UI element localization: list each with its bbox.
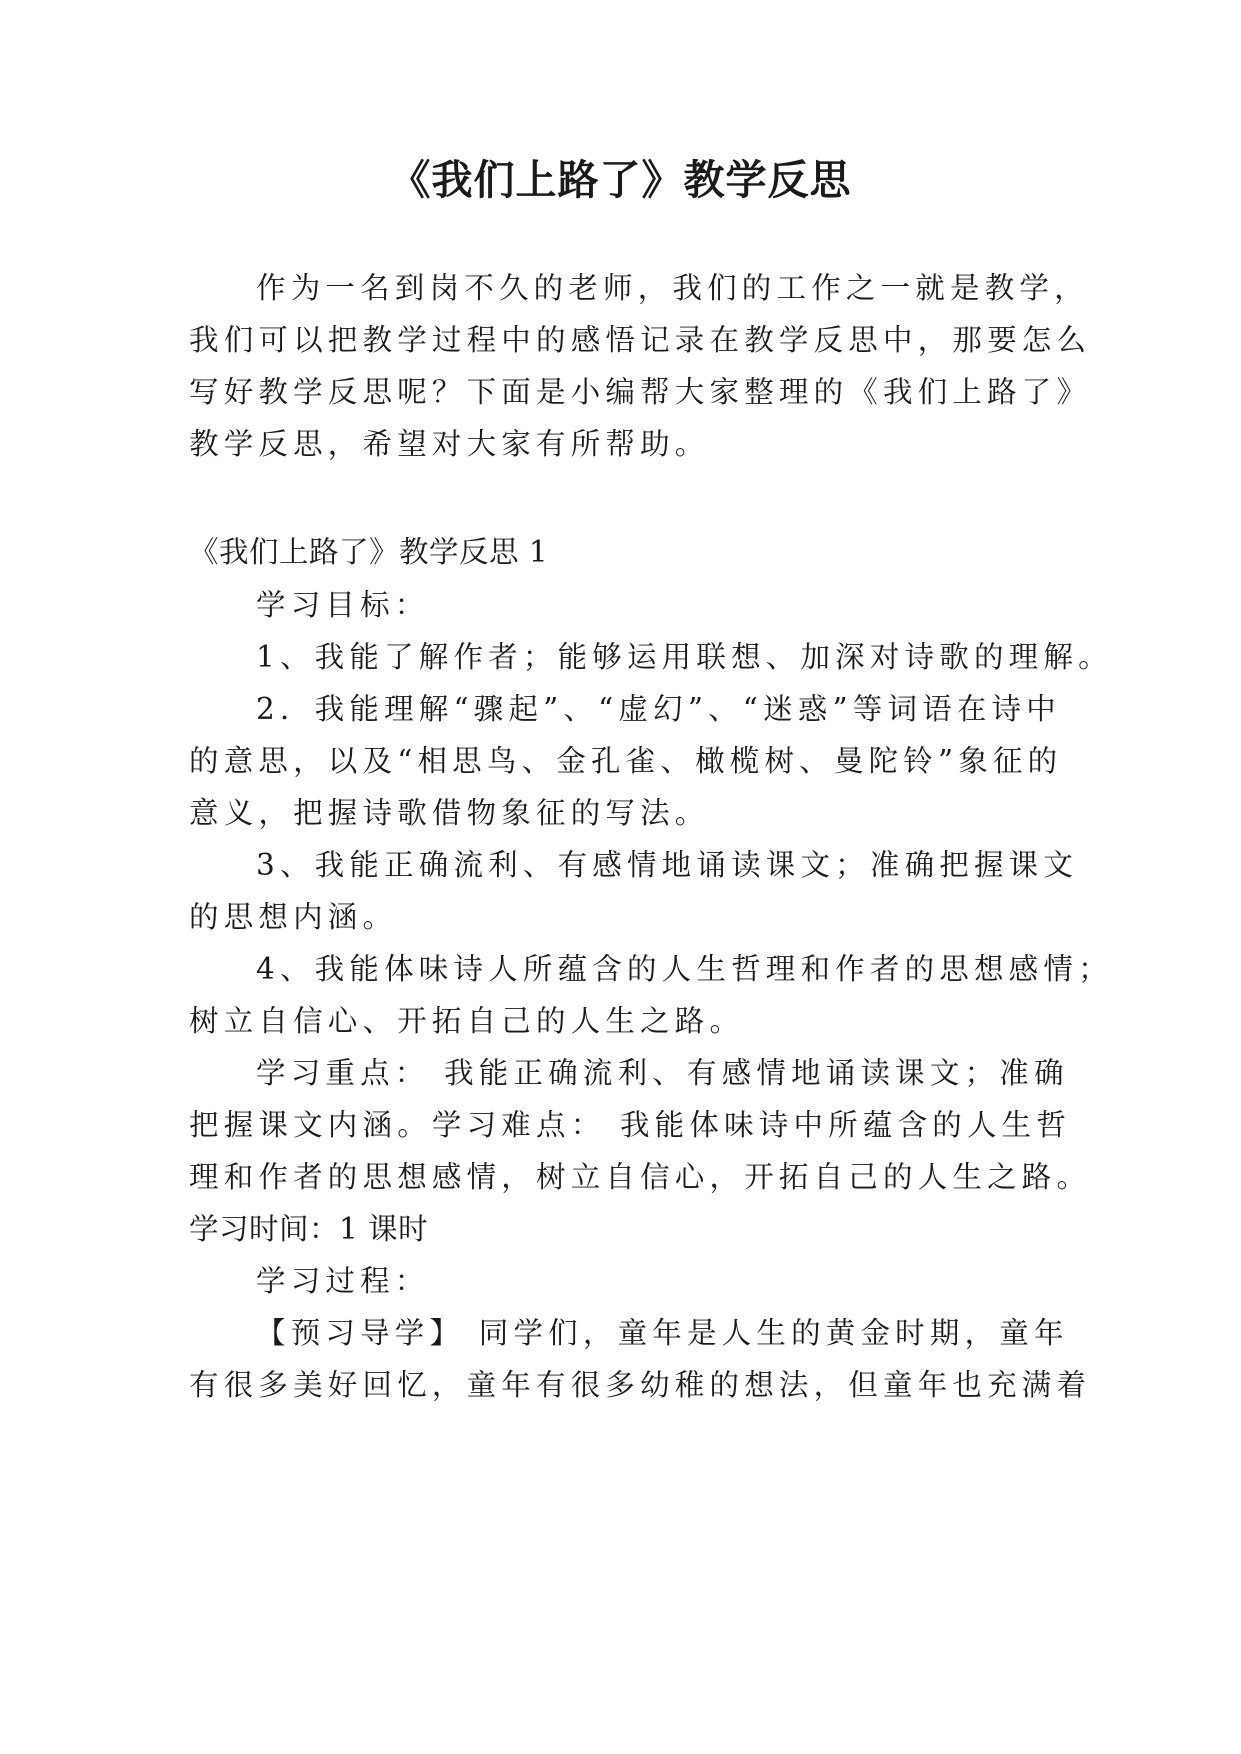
body-line: 有很多美好回忆，童年有很多幼稚的想法，但童年也充满着 — [189, 1368, 1092, 1402]
body-line: 意义，把握诗歌借物象征的写法。 — [189, 796, 710, 830]
body-line: 树立自信心、开拓自己的人生之路。 — [189, 1004, 745, 1038]
body-line: 4、我能体味诗人所蕴含的人生哲理和作者的思想感情； — [256, 952, 1113, 986]
body-line: 1、我能了解作者；能够运用联想、加深对诗歌的理解。 — [256, 640, 1113, 674]
intro-line: 写好教学反思呢？下面是小编帮大家整理的《我们上路了》 — [189, 375, 1092, 409]
document-title: 《我们上路了》教学反思 — [389, 156, 852, 204]
body-line: 学习过程： — [256, 1264, 430, 1298]
body-line: 学习时间：1 课时 — [189, 1212, 429, 1246]
intro-line: 教学反思，希望对大家有所帮助。 — [189, 427, 710, 461]
section-heading: 《我们上路了》教学反思 1 — [189, 535, 549, 569]
body-line: 理和作者的思想感情，树立自信心，开拓自己的人生之路。 — [189, 1160, 1092, 1194]
body-line: 学习目标： — [256, 588, 430, 622]
body-line: 把握课文内涵。学习难点： 我能体味诗中所蕴含的人生哲 — [189, 1108, 1072, 1142]
body-line: 学习重点： 我能正确流利、有感情地诵读课文；准确 — [256, 1056, 1069, 1090]
body-line: 的意思，以及“相思鸟、金孔雀、橄榄树、曼陀铃”象征的 — [189, 744, 1063, 778]
body-line: 3、我能正确流利、有感情地诵读课文；准确把握课文 — [256, 848, 1079, 882]
intro-line: 作为一名到岗不久的老师，我们的工作之一就是教学， — [256, 271, 1089, 305]
intro-line: 我们可以把教学过程中的感悟记录在教学反思中，那要怎么 — [189, 323, 1092, 357]
body-line: 的思想内涵。 — [189, 900, 398, 934]
body-line: 2．我能理解“骤起”、“虚幻”、“迷惑”等词语在诗中 — [256, 692, 1061, 726]
body-line: 【预习导学】 同学们，童年是人生的黄金时期，童年 — [256, 1316, 1069, 1350]
